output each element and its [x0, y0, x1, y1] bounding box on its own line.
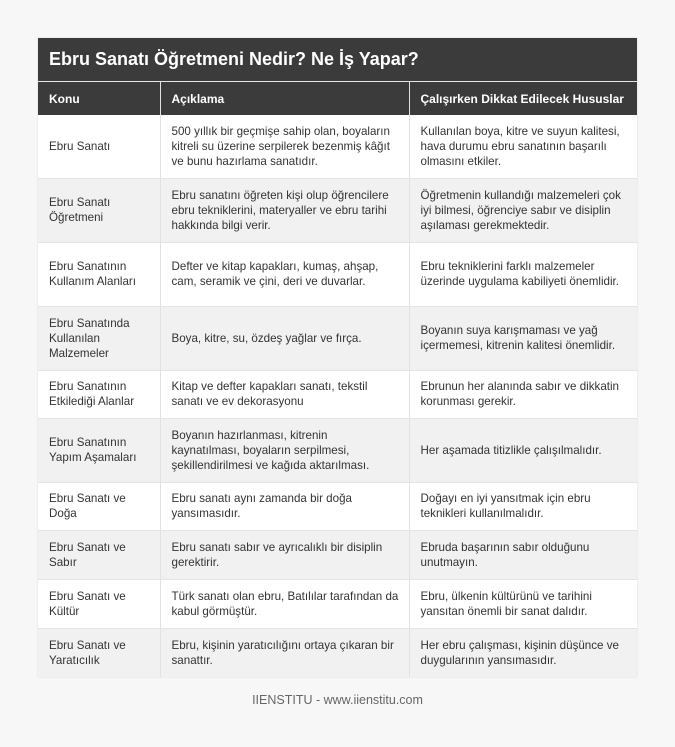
cell-description: Ebru, kişinin yaratıcılığını ortaya çıkaran bir sanattır.: [160, 628, 409, 677]
column-header-notes: Çalışırken Dikkat Edilecek Hususlar: [409, 82, 637, 115]
table-row: [38, 530, 637, 579]
cell-topic: Ebru Sanatının Kullanım Alanları: [38, 242, 160, 306]
cell-topic: Ebru Sanatı: [38, 115, 160, 178]
cell-topic: Ebru Sanatı ve Doğa: [38, 482, 160, 530]
table-row: [38, 306, 637, 370]
cell-description: Defter ve kitap kapakları, kumaş, ahşap, cam, seramik ve çini, deri ve duvarlar.: [160, 242, 409, 306]
column-header-description: Açıklama: [160, 82, 409, 115]
table-row: [38, 242, 637, 306]
cell-notes: Kullanılan boya, kitre ve suyun kalitesi, hava durumu ebru sanatının başarılı olmasını etkiler.: [409, 115, 637, 178]
cell-description: Kitap ve defter kapakları sanatı, tekstil sanatı ve ev dekorasyonu: [160, 370, 409, 418]
cell-topic: Ebru Sanatı ve Sabır: [38, 530, 160, 579]
cell-notes: Ebrunun her alanında sabır ve dikkatin korunması gerekir.: [409, 370, 637, 418]
cell-topic: Ebru Sanatı ve Kültür: [38, 579, 160, 628]
column-header-topic: Konu: [38, 82, 160, 115]
cell-notes: Öğretmenin kullandığı malzemeleri çok iyi bilmesi, öğrenciye sabır ve disiplin aşılaması gerekmektedir.: [409, 178, 637, 242]
cell-description: Ebru sanatı aynı zamanda bir doğa yansımasıdır.: [160, 482, 409, 530]
table-row: [38, 628, 637, 677]
cell-notes: Her aşamada titizlikle çalışılmalıdır.: [409, 418, 637, 482]
cell-description: Ebru sanatını öğreten kişi olup öğrencilere ebru tekniklerini, materyaller ve ebru tarihi hakkında bilgi verir.: [160, 178, 409, 242]
table-row: [38, 482, 637, 530]
cell-topic: Ebru Sanatı ve Yaratıcılık: [38, 628, 160, 677]
cell-description: 500 yıllık bir geçmişe sahip olan, boyaların kitreli su üzerine serpilerek bezenmiş kâğıt ve bunu hazırlama sanatıdır.: [160, 115, 409, 178]
table-row: [38, 418, 637, 482]
cell-notes: Ebru, ülkenin kültürünü ve tarihini yansıtan önemli bir sanat dalıdır.: [409, 579, 637, 628]
table-row: [38, 370, 637, 418]
info-table: [38, 82, 637, 677]
cell-notes: Ebru tekniklerini farklı malzemeler üzerinde uygulama kabiliyeti önemlidir.: [409, 242, 637, 306]
cell-description: Boyanın hazırlanması, kitrenin kaynatılması, boyaların serpilmesi, şekillendirilmesi ve kağıda aktarılması.: [160, 418, 409, 482]
cell-notes: Boyanın suya karışmaması ve yağ içermemesi, kitrenin kalitesi önemlidir.: [409, 306, 637, 370]
cell-description: Boya, kitre, su, özdeş yağlar ve fırça.: [160, 306, 409, 370]
cell-topic: Ebru Sanatı Öğretmeni: [38, 178, 160, 242]
footer-credit: IIENSTITU - www.iienstitu.com: [252, 693, 423, 707]
table-row: [38, 178, 637, 242]
cell-notes: Doğayı en iyi yansıtmak için ebru teknikleri kullanılmalıdır.: [409, 482, 637, 530]
page-title: Ebru Sanatı Öğretmeni Nedir? Ne İş Yapar?: [38, 38, 637, 82]
cell-description: Türk sanatı olan ebru, Batılılar tarafından da kabul görmüştür.: [160, 579, 409, 628]
cell-notes: Ebruda başarının sabır olduğunu unutmayın.: [409, 530, 637, 579]
table-row: [38, 115, 637, 178]
cell-topic: Ebru Sanatının Etkilediği Alanlar: [38, 370, 160, 418]
content-card: [38, 38, 637, 677]
table-row: [38, 579, 637, 628]
cell-topic: Ebru Sanatının Yapım Aşamaları: [38, 418, 160, 482]
cell-topic: Ebru Sanatında Kullanılan Malzemeler: [38, 306, 160, 370]
table-header-row: [38, 82, 637, 115]
cell-notes: Her ebru çalışması, kişinin düşünce ve duygularının yansımasıdır.: [409, 628, 637, 677]
cell-description: Ebru sanatı sabır ve ayrıcalıklı bir disiplin gerektirir.: [160, 530, 409, 579]
